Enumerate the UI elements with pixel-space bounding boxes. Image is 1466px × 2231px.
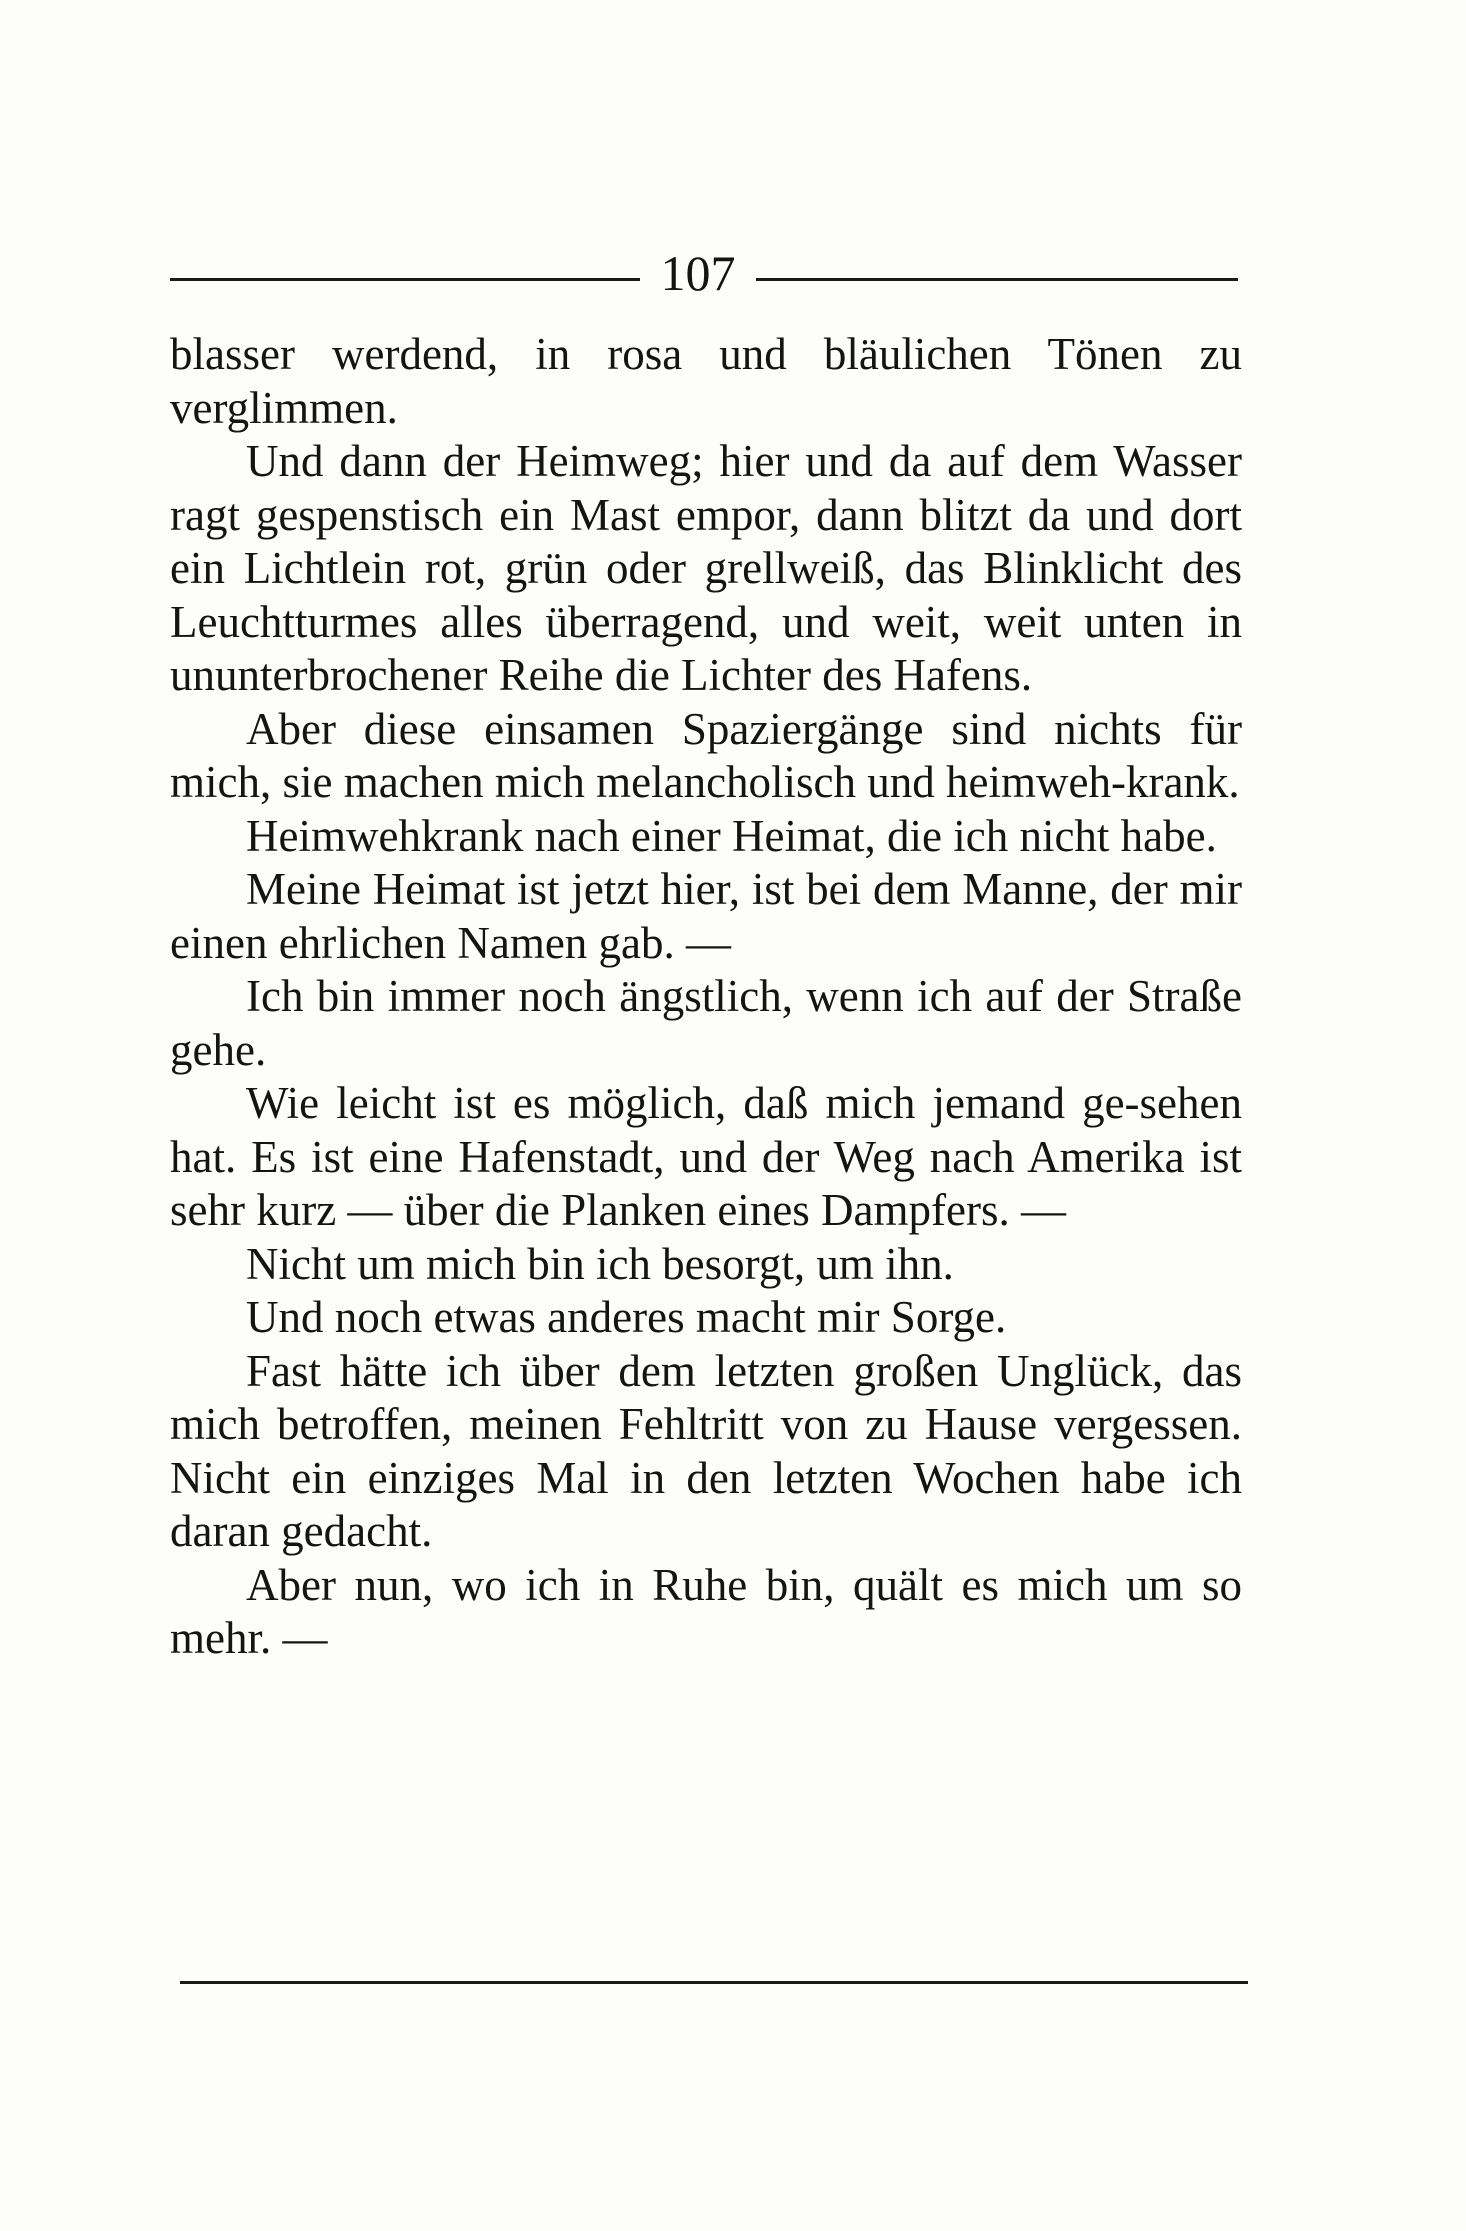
footer-rule bbox=[180, 1981, 1248, 1984]
header-rule-left bbox=[170, 278, 640, 281]
page-header bbox=[170, 238, 1240, 308]
paragraph: Und dann der Heimweg; hier und da auf dem Wasser ragt gespenstisch ein Mast empor, dann blitzt da und dort ein Lichtlein rot, grün oder grellweiß, das Blinklicht des Leuchtturmes alles überragend, und weit, weit unten in ununterbrochener Reihe die Lichter des Hafens. bbox=[170, 436, 1242, 700]
paragraph: Aber diese einsamen Spaziergänge sind nichts für mich, sie machen mich melancholisch und heimweh-krank. bbox=[170, 703, 1242, 807]
page-number: 107 bbox=[660, 245, 736, 301]
paragraph: Ich bin immer noch ängstlich, wenn ich auf der Straße gehe. bbox=[170, 971, 1242, 1075]
paragraph: Heimwehkrank nach einer Heimat, die ich nicht habe. bbox=[246, 810, 1217, 861]
paragraph: Nicht um mich bin ich besorgt, um ihn. bbox=[246, 1238, 954, 1289]
paragraph: Aber nun, wo ich in Ruhe bin, quält es mich um so mehr. — bbox=[170, 1559, 1242, 1663]
header-rule-right bbox=[756, 278, 1238, 281]
paragraph: Meine Heimat ist jetzt hier, ist bei dem Manne, der mir einen ehrlichen Namen gab. — bbox=[170, 864, 1242, 968]
body-text bbox=[170, 328, 1242, 1666]
paragraph: Fast hätte ich über dem letzten großen Unglück, das mich betroffen, meinen Fehltritt von zu Hause vergessen. Nicht ein einziges Mal in den letzten Wochen habe ich daran gedacht. bbox=[170, 1345, 1242, 1556]
paragraph: Wie leicht ist es möglich, daß mich jemand ge-sehen hat. Es ist eine Hafenstadt, und der Weg nach Amerika ist sehr kurz — über die Planken eines Dampfers. — bbox=[170, 1078, 1242, 1235]
paragraph: blasser werdend, in rosa und bläulichen Tönen zu verglimmen. bbox=[170, 329, 1242, 433]
paragraph: Und noch etwas anderes macht mir Sorge. bbox=[246, 1292, 1007, 1342]
